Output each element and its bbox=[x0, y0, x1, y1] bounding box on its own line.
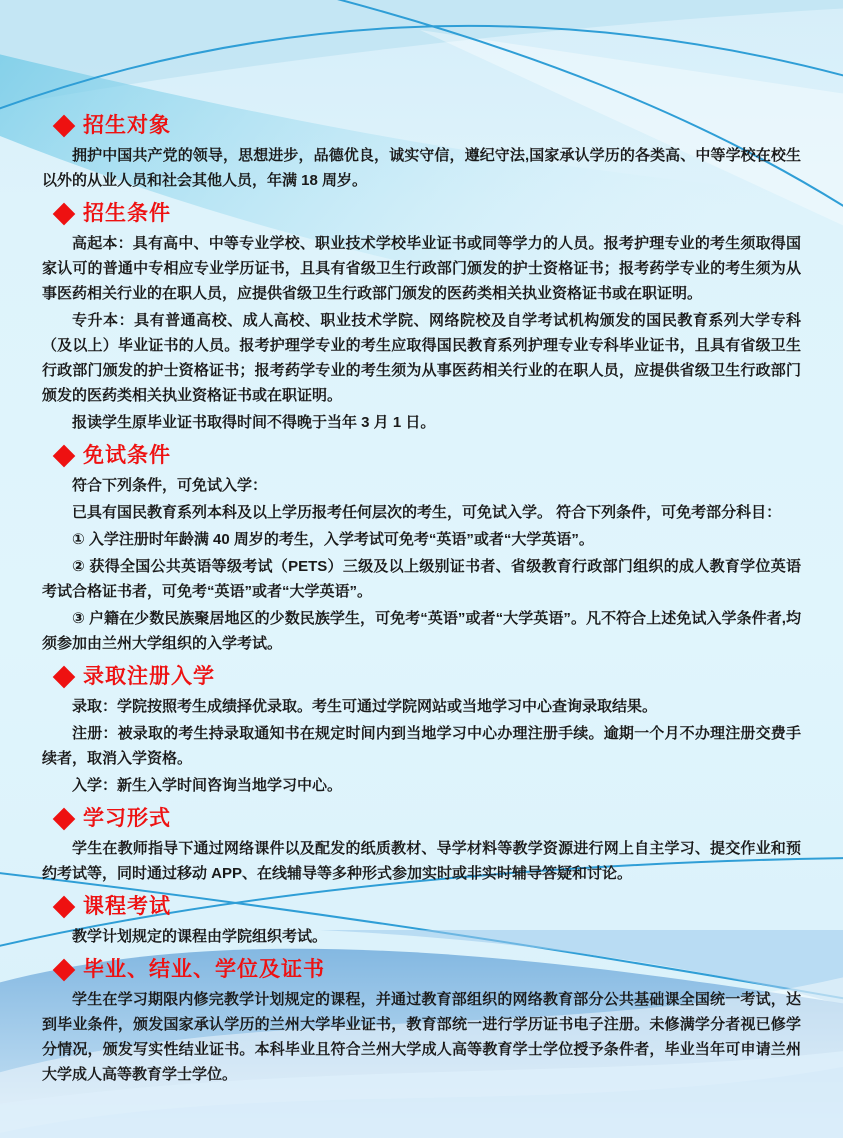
paragraph: 报读学生原毕业证书取得时间不得晚于当年 3 月 1 日。 bbox=[72, 414, 436, 431]
section-enrollment-target bbox=[42, 113, 801, 193]
section-title: 学习形式 bbox=[83, 807, 171, 830]
section-graduation-degree-certificate bbox=[42, 957, 801, 1087]
paragraph: 符合下列条件，可免试入学： bbox=[72, 477, 268, 494]
section-header bbox=[42, 113, 801, 138]
section-course-exam bbox=[42, 894, 801, 949]
diamond-icon bbox=[53, 665, 76, 688]
paragraph: 已具有国民教育系列本科及以上学历报考任何层次的考生，可免试入学。 符合下列条件，可免考部分科目： bbox=[72, 504, 782, 521]
paragraph: 专升本：具有普通高校、成人高校、职业技术学院、网络院校及自学考试机构颁发的国民教育系列大学专科（及以上）毕业证书的人员。报考护理学专业的考生应取得国民教育系列护理专业专科毕业证书，且具有省级卫生行政部门颁发的护士资格证书；报考药学专业的考生须为从事医药相关行业的在职人员，应提供省级卫生行政部门颁发的医药类相关执业资格证书或在职证明。 bbox=[42, 312, 801, 404]
diamond-icon bbox=[53, 202, 76, 225]
diamond-icon bbox=[53, 895, 76, 918]
section-title: 免试条件 bbox=[83, 444, 171, 467]
section-title: 招生对象 bbox=[83, 114, 171, 137]
diamond-icon bbox=[53, 807, 76, 830]
diamond-icon bbox=[53, 444, 76, 467]
paragraph: ② 获得全国公共英语等级考试（PETS）三级及以上级别证书者、省级教育行政部门组织的成人教育学位英语考试合格证书者，可免考“英语”或者“大学英语”。 bbox=[42, 558, 801, 600]
paragraph: 拥护中国共产党的领导，思想进步，品德优良，诚实守信，遵纪守法,国家承认学历的各类高、中等学校在校生以外的从业人员和社会其他人员，年满 18 周岁。 bbox=[42, 147, 801, 189]
paragraph: 学生在学习期限内修完教学计划规定的课程，并通过教育部组织的网络教育部分公共基础课全国统一考试，达到毕业条件，颁发国家承认学历的兰州大学毕业证书，教育部统一进行学历证书电子注册。未修满学分者视已修学分情况，颁发写实性结业证书。本科毕业且符合兰州大学成人高等教育学士学位授予条件者，毕业当年可申请兰州大学成人高等教育学士学位。 bbox=[42, 991, 801, 1083]
section-enrollment-conditions bbox=[42, 201, 801, 435]
paragraph: ③ 户籍在少数民族聚居地区的少数民族学生，可免考“英语”或者“大学英语”。凡不符合上述免试入学条件者,均须参加由兰州大学组织的入学考试。 bbox=[42, 610, 801, 652]
section-header bbox=[42, 201, 801, 226]
section-title: 课程考试 bbox=[83, 895, 171, 918]
section-header bbox=[42, 894, 801, 919]
paragraph: 教学计划规定的课程由学院组织考试。 bbox=[72, 928, 328, 945]
paragraph: 学生在教师指导下通过网络课件以及配发的纸质教材、导学材料等教学资源进行网上自主学习、提交作业和预约考试等，同时通过移动 APP、在线辅导等多种形式参加实时或非实时辅导答疑和讨论。 bbox=[42, 840, 801, 882]
section-header bbox=[42, 664, 801, 689]
section-header bbox=[42, 957, 801, 982]
diamond-icon bbox=[53, 114, 76, 137]
section-title: 招生条件 bbox=[83, 202, 171, 225]
section-exemption-conditions bbox=[42, 443, 801, 656]
paragraph: 高起本：具有高中、中等专业学校、职业技术学校毕业证书或同等学力的人员。报考护理专业的考生须取得国家认可的普通中专相应专业学历证书，且具有省级卫生行政部门颁发的护士资格证书；报考药学专业的考生须为从事医药相关行业的在职人员，应提供省级卫生行政部门颁发的医药类相关执业资格证书或在职证明。 bbox=[42, 235, 801, 302]
diamond-icon bbox=[53, 958, 76, 981]
section-admission-registration bbox=[42, 664, 801, 798]
section-title: 毕业、结业、学位及证书 bbox=[83, 958, 325, 981]
paragraph: 录取：学院按照考生成绩择优录取。考生可通过学院网站或当地学习中心查询录取结果。 bbox=[72, 698, 658, 715]
section-header bbox=[42, 443, 801, 468]
section-header bbox=[42, 806, 801, 831]
section-study-format bbox=[42, 806, 801, 886]
paragraph: ① 入学注册时年龄满 40 周岁的考生，入学考试可免考“英语”或者“大学英语”。 bbox=[72, 531, 594, 548]
section-title: 录取注册入学 bbox=[83, 665, 215, 688]
paragraph: 注册：被录取的考生持录取通知书在规定时间内到当地学习中心办理注册手续。逾期一个月不办理注册交费手续者，取消入学资格。 bbox=[42, 725, 801, 767]
paragraph: 入学：新生入学时间咨询当地学习中心。 bbox=[72, 777, 343, 794]
